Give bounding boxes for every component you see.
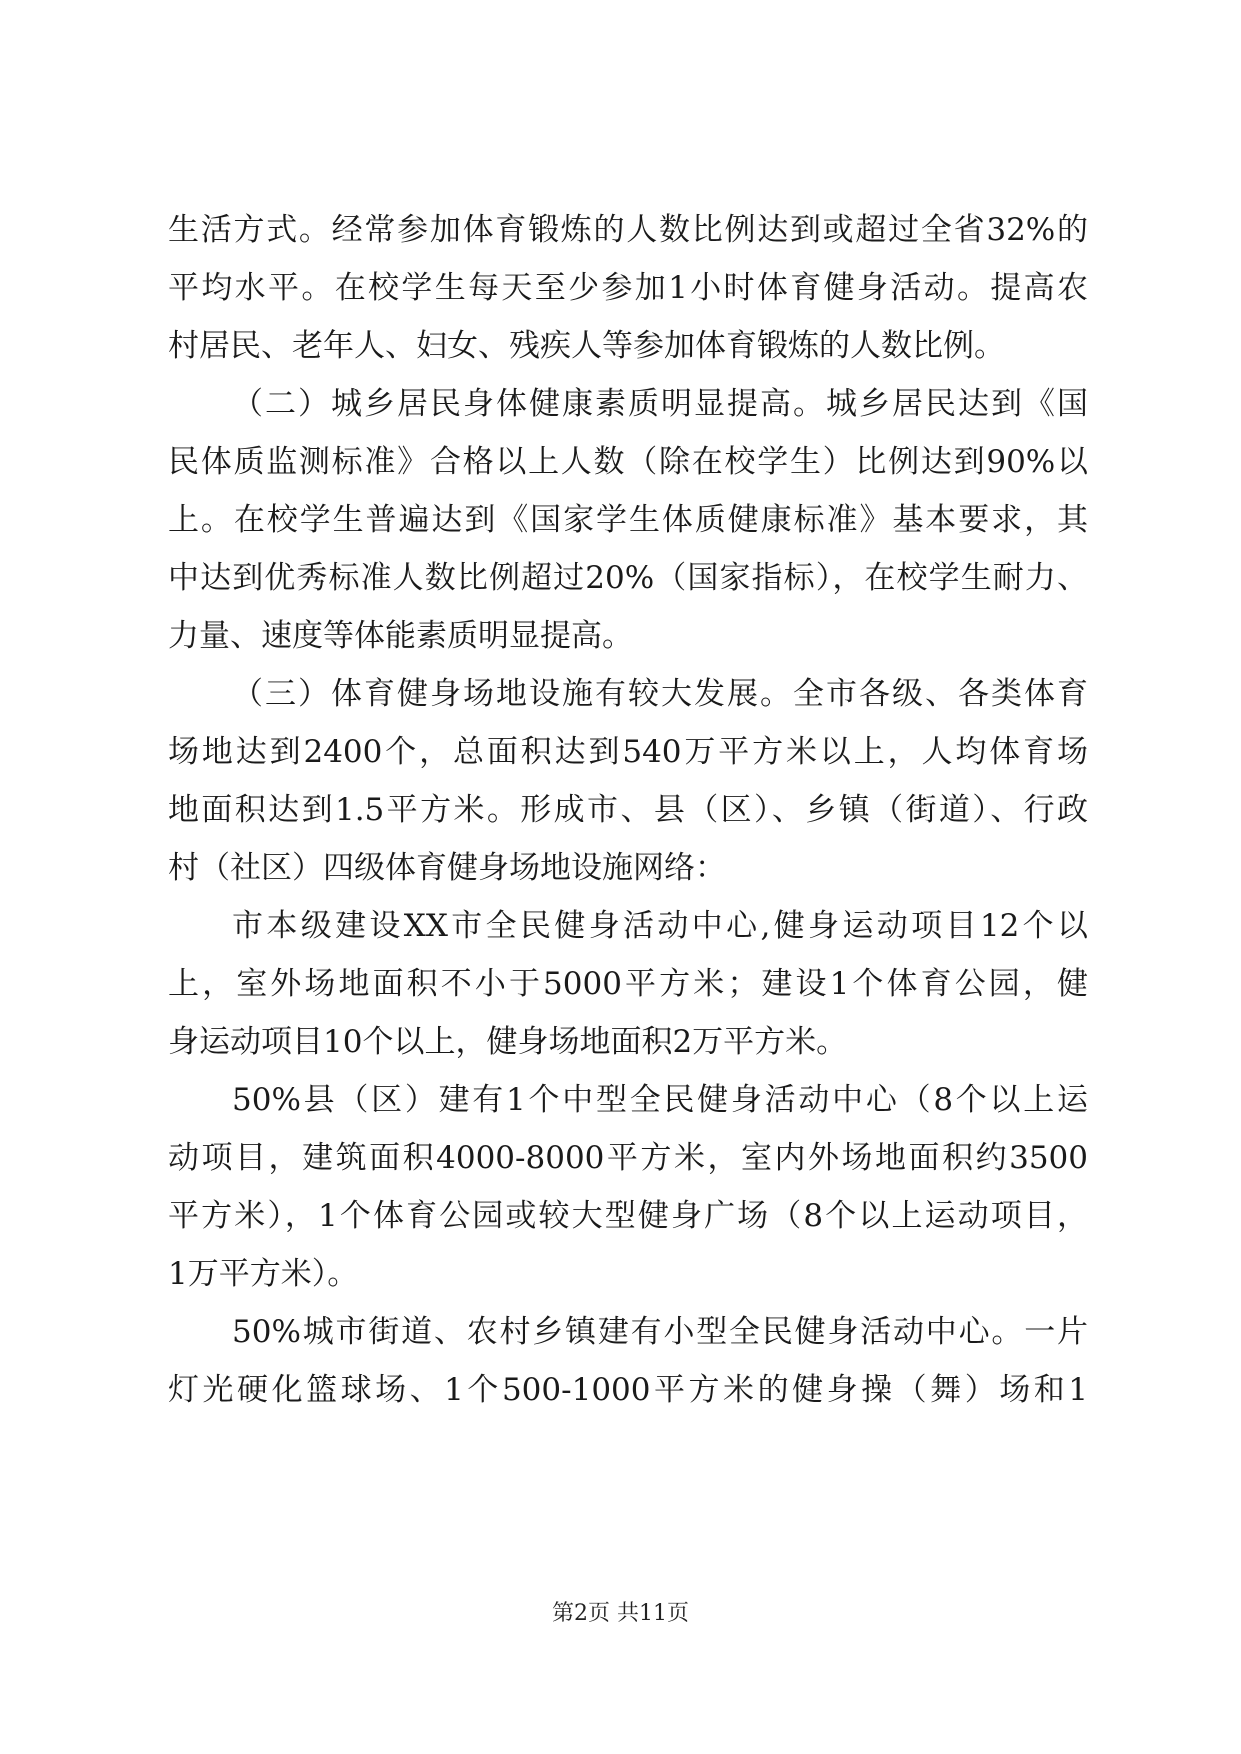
paragraph-line: 动项目，建筑面积4000-8000平方米，室内外场地面积约3500	[168, 1140, 1088, 1176]
paragraph-line: 力量、速度等体能素质明显提高。	[168, 618, 633, 654]
paragraph-line: 平方米），1个体育公园或较大型健身广场（8个以上运动项目，	[168, 1198, 1088, 1234]
paragraph-line: 地面积达到1.5平方米。形成市、县（区）、乡镇（街道）、行政	[168, 792, 1088, 828]
paragraph-line: 50%县（区）建有1个中型全民健身活动中心（8个以上运	[232, 1082, 1088, 1118]
paragraph-line: （二）城乡居民身体健康素质明显提高。城乡居民达到《国	[232, 386, 1088, 422]
paragraph-line: 民体质监测标准》合格以上人数（除在校学生）比例达到90%以	[168, 444, 1088, 480]
paragraph-line: 身运动项目10个以上，健身场地面积2万平方米。	[168, 1024, 848, 1060]
paragraph-line: 50%城市街道、农村乡镇建有小型全民健身活动中心。一片	[232, 1314, 1088, 1350]
paragraph-line: 中达到优秀标准人数比例超过20%（国家指标），在校学生耐力、	[168, 560, 1088, 596]
paragraph-line: 市本级建设XX市全民健身活动中心,健身运动项目12个以	[232, 908, 1088, 944]
paragraph-line: 上。在校学生普遍达到《国家学生体质健康标准》基本要求，其	[168, 502, 1088, 538]
page-number-footer: 第2页 共11页	[552, 1601, 689, 1626]
paragraph-line: 村居民、老年人、妇女、残疾人等参加体育锻炼的人数比例。	[168, 328, 1005, 364]
paragraph-line: 平均水平。在校学生每天至少参加1小时体育健身活动。提高农	[168, 270, 1088, 306]
paragraph-line: 上，室外场地面积不小于5000平方米；建设1个体育公园，健	[168, 966, 1088, 1002]
paragraph-line: 场地达到2400个，总面积达到540万平方米以上，人均体育场	[168, 734, 1088, 770]
paragraph-line: （三）体育健身场地设施有较大发展。全市各级、各类体育	[232, 676, 1088, 712]
paragraph-line: 1万平方米）。	[168, 1256, 359, 1292]
paragraph-line: 村（社区）四级体育健身场地设施网络：	[168, 850, 726, 886]
paragraph-line: 灯光硬化篮球场、1个500-1000平方米的健身操（舞）场和1	[168, 1372, 1088, 1408]
paragraph-line: 生活方式。经常参加体育锻炼的人数比例达到或超过全省32%的	[168, 212, 1088, 248]
